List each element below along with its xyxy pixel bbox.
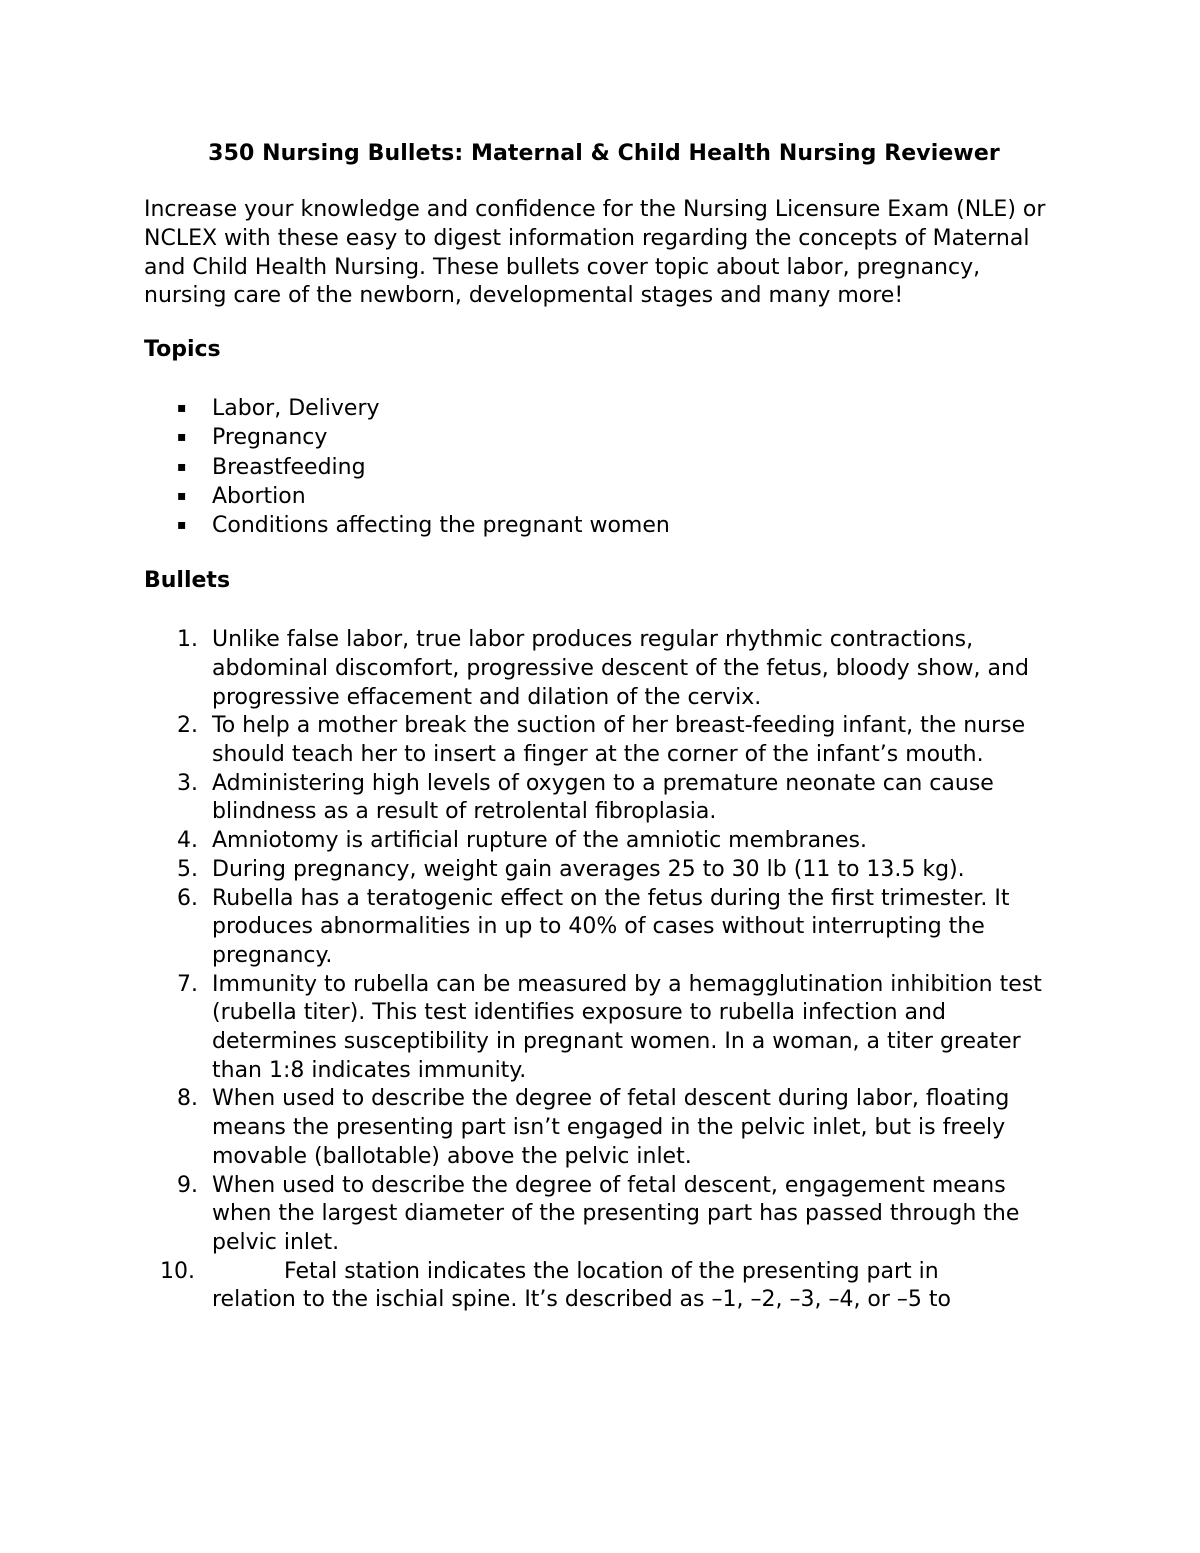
- bullets-heading: Bullets: [144, 568, 231, 594]
- bullet-text-first-line: Fetal station indicates the location of the presenting part in: [284, 1258, 939, 1284]
- topic-text: Breastfeeding: [212, 454, 366, 480]
- bullet-text: To help a mother break the suction of her breast-feeding infant, the nurse should teach her to insert a finger at the corner of the infant’s mouth.: [212, 713, 1026, 768]
- topic-text: Abortion: [212, 483, 306, 509]
- bullet-text-continued: relation to the ischial spine. It’s described as –1, –2, –3, –4, or –5 to: [212, 1287, 951, 1313]
- bullet-number: 10.: [160, 1258, 195, 1284]
- bullet-text: When used to describe the degree of fetal descent, engagement means when the largest diameter of the presenting part has passed through the pelvic inlet.: [212, 1172, 1020, 1255]
- bullets-list: [144, 626, 1064, 1315]
- bullet-item: [144, 856, 1064, 885]
- bullet-text: Rubella has a teratogenic effect on the fetus during the first trimester. It produces abnormalities in up to 40% of cases without interrupting the pregnancy.: [212, 885, 1010, 968]
- bullet-text: Administering high levels of oxygen to a premature neonate can cause blindness as a result of retrolental fibroplasia.: [212, 770, 994, 825]
- document-title: 350 Nursing Bullets: Maternal & Child Health Nursing Reviewer: [208, 141, 1000, 166]
- topic-item: [144, 423, 1064, 452]
- bullet-item: [144, 712, 1064, 769]
- bullet-text: During pregnancy, weight gain averages 25 to 30 lb (11 to 13.5 kg).: [212, 856, 965, 882]
- bullet-dot: ▪: [177, 458, 187, 475]
- bullet-item: [144, 770, 1064, 827]
- topic-text: Labor, Delivery: [212, 396, 380, 422]
- bullet-text: When used to describe the degree of fetal descent during labor, floating means the presenting part isn’t engaged in the pelvic inlet, but is freely movable (ballotable) above the pelvic inlet.: [212, 1086, 1010, 1169]
- bullet-item: [144, 885, 1064, 971]
- document-page: [144, 138, 1064, 1315]
- bullet-item: [144, 1258, 1064, 1315]
- bullet-number: 6.: [177, 885, 198, 911]
- bullet-number: 7.: [177, 971, 198, 997]
- bullet-number: 4.: [177, 828, 198, 854]
- bullet-dot: ▪: [177, 517, 187, 533]
- bullet-text: Immunity to rubella can be measured by a hemagglutination inhibition test (rubella titer). This test identifies exposure to rubella infection and determines susceptibility in pregnant women. In a woman, a titer greater than 1:8 indicates immunity.: [212, 971, 1042, 1083]
- topic-item: [144, 394, 1064, 423]
- bullet-text: Unlike false labor, true labor produces regular rhythmic contractions, abdominal discomfort, progressive descent of the fetus, bloody show, and progressive effacement and dilation of the cervix.: [212, 627, 1029, 710]
- topic-text: Conditions affecting the pregnant women: [212, 513, 670, 538]
- bullet-number: 9.: [177, 1172, 198, 1198]
- bullet-number: 5.: [177, 856, 198, 882]
- topic-item: [144, 453, 1064, 482]
- bullet-dot: ▪: [177, 429, 187, 446]
- topic-item: [144, 511, 1064, 540]
- bullet-dot: ▪: [177, 400, 187, 417]
- topic-text: Pregnancy: [212, 425, 328, 451]
- bullet-number: 1.: [177, 627, 198, 653]
- bullet-text: Amniotomy is artificial rupture of the amniotic membranes.: [212, 828, 867, 854]
- topics-heading: Topics: [144, 337, 221, 363]
- bullet-number: 2.: [177, 713, 198, 739]
- bullet-item: [144, 1172, 1064, 1258]
- bullet-dot: ▪: [177, 487, 187, 504]
- bullet-item: [144, 827, 1064, 856]
- bullet-item: [144, 1085, 1064, 1171]
- topic-item: [144, 482, 1064, 511]
- bullet-number: 3.: [177, 770, 198, 796]
- bullet-item: [144, 626, 1064, 712]
- intro-paragraph: Increase your knowledge and confidence for the Nursing Licensure Exam (NLE) or NCLEX with these easy to digest information regarding the concepts of Maternal and Child Health Nursing. These bullets cover topic about labor, pregnancy, nursing care of the newborn, developmental stages and many more!: [144, 197, 1046, 309]
- bullet-item: [144, 971, 1064, 1086]
- topics-list: [144, 394, 1064, 540]
- bullet-number: 8.: [177, 1086, 198, 1112]
